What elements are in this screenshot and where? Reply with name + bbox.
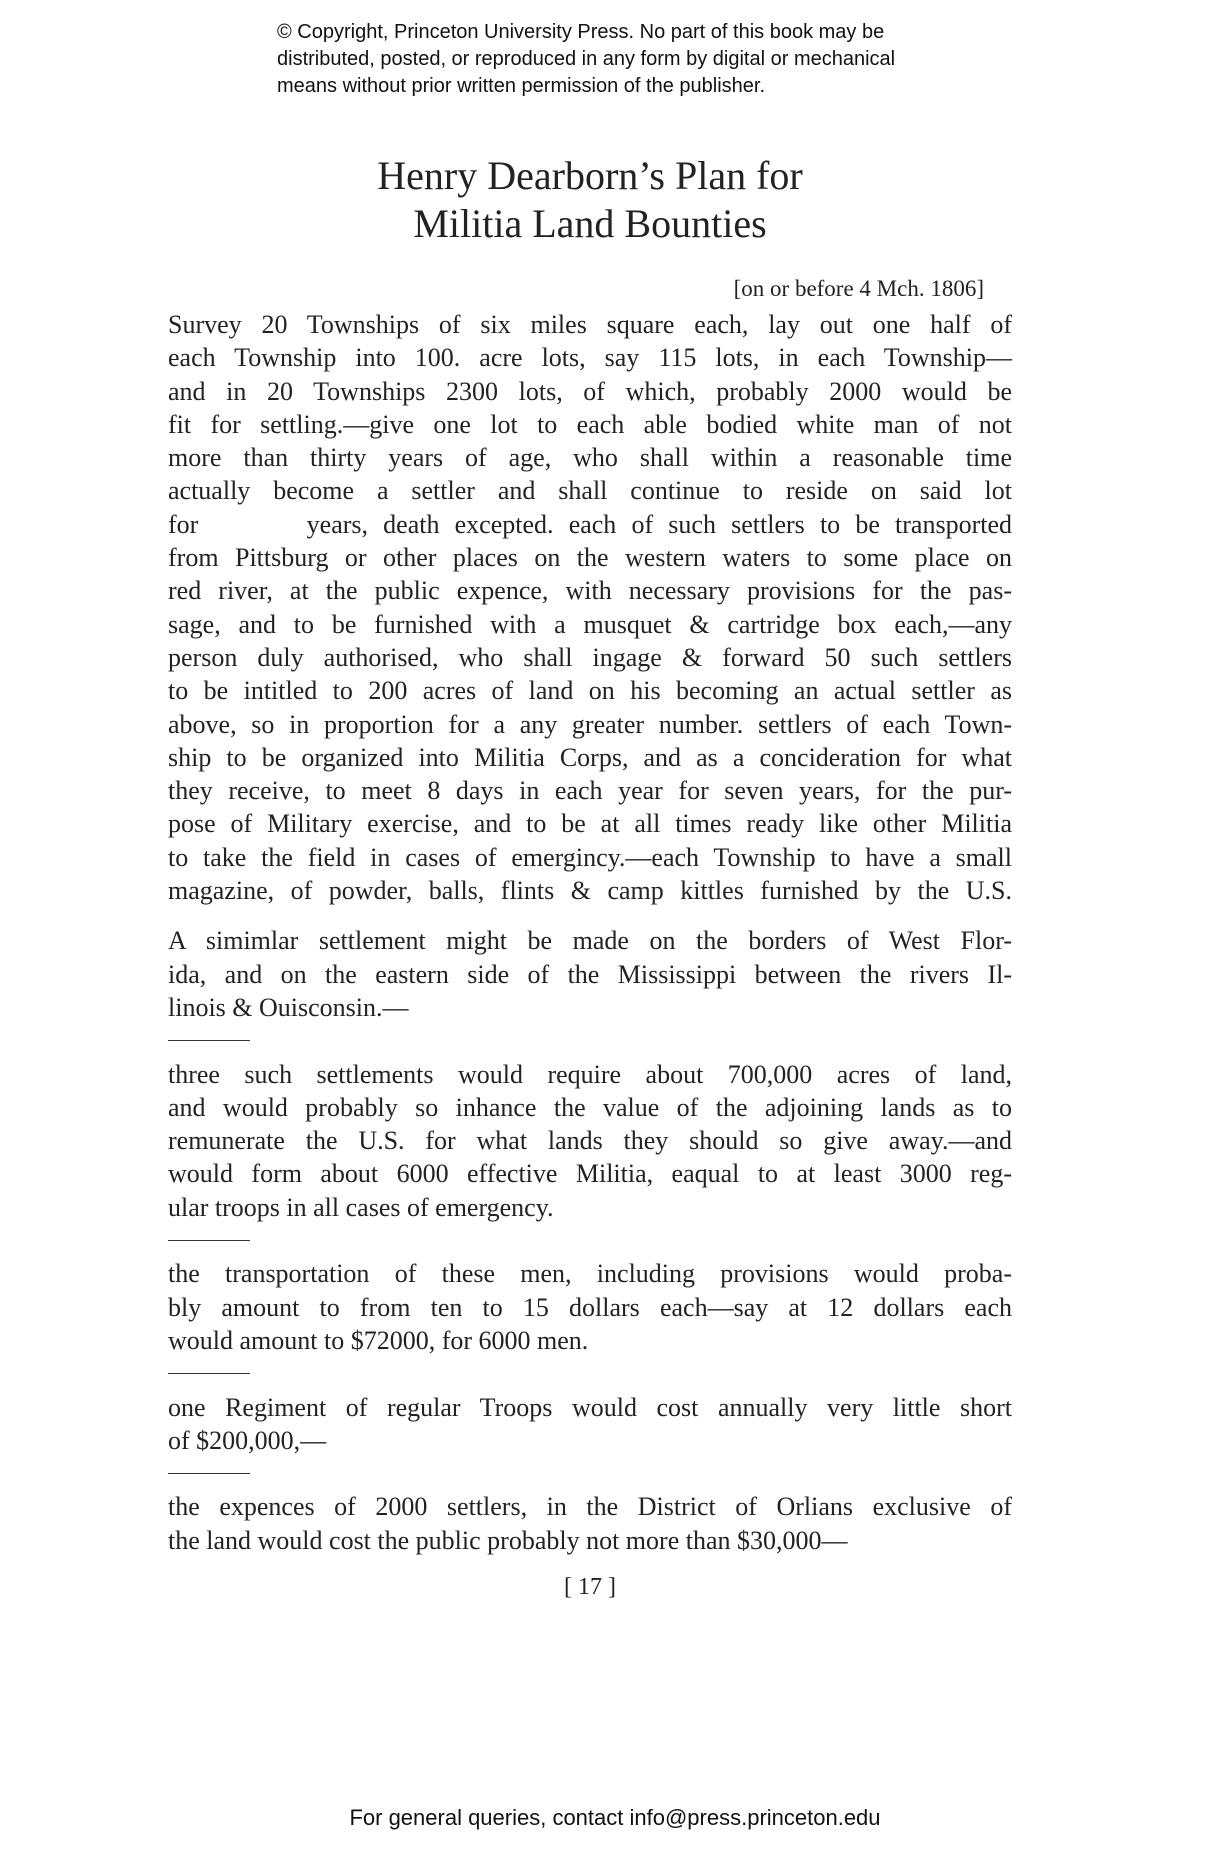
paragraph	[168, 1058, 1012, 1224]
paragraph	[168, 1257, 1012, 1357]
text-line: for years, death excepted. each of such settlers to be transported	[168, 509, 1012, 539]
text-line: the transportation of these men, including provisions would proba-	[168, 1259, 1012, 1289]
text-line: ida, and on the eastern side of the Mississippi between the rivers Il-	[168, 959, 1012, 989]
text-line: they receive, to meet 8 days in each year for seven years, for the pur-	[168, 776, 1012, 806]
text-line: magazine, of powder, balls, flints & camp kittles furnished by the U.S.	[168, 876, 1012, 906]
page-number: [ 17 ]	[564, 1574, 616, 1600]
text-line: red river, at the public expence, with necessary provisions for the pas-	[168, 576, 1012, 606]
text-line: A simimlar settlement might be made on the borders of West Flor-	[168, 926, 1012, 956]
title-line: Militia Land Bounties	[413, 201, 767, 246]
text-line: and in 20 Townships 2300 lots, of which, probably 2000 would be	[168, 376, 1012, 406]
footer-contact: For general queries, contact info@press.princeton.edu	[349, 1805, 881, 1830]
section-divider	[168, 1457, 1012, 1490]
text-line: fit for settling.—give one lot to each able bodied white man of not	[168, 409, 1012, 439]
text-line: one Regiment of regular Troops would cost annually very little short	[168, 1392, 1012, 1422]
text-line: and would probably so inhance the value of the adjoining lands as to	[168, 1092, 1012, 1122]
copyright-line: means without prior written permission of the publisher.	[277, 75, 766, 97]
text-line: linois & Ouisconsin.—	[168, 992, 409, 1022]
text-line: pose of Military exercise, and to be at all times ready like other Militia	[168, 809, 1012, 839]
document-date: [on or before 4 Mch. 1806]	[733, 276, 984, 301]
text-line: remunerate the U.S. for what lands they should so give away.—and	[168, 1126, 1012, 1156]
copyright-notice	[277, 19, 895, 100]
text-line: the land would cost the public probably not more than $30,000—	[168, 1525, 848, 1555]
paragraph	[168, 308, 1012, 907]
paragraph	[168, 1490, 1012, 1557]
text-line: would amount to $72000, for 6000 men.	[168, 1325, 589, 1355]
text-line: each Township into 100. acre lots, say 115 lots, in each Township—	[168, 343, 1012, 373]
text-line: would form about 6000 effective Militia, eaqual to at least 3000 reg-	[168, 1159, 1012, 1189]
section-divider	[168, 1024, 1012, 1057]
text-line: Survey 20 Townships of six miles square each, lay out one half of	[168, 310, 1012, 339]
text-line: to be intitled to 200 acres of land on his becoming an actual settler as	[168, 676, 1012, 706]
text-line: more than thirty years of age, who shall within a reasonable time	[168, 443, 1012, 473]
text-line: ship to be organized into Militia Corps, and as a concideration for what	[168, 742, 1012, 772]
document-title	[0, 152, 1180, 248]
text-line: person duly authorised, who shall ingage & forward 50 such settlers	[168, 642, 1012, 672]
text-line: bly amount to from ten to 15 dollars each—say at 12 dollars each	[168, 1292, 1012, 1322]
text-line: three such settlements would require about 700,000 acres of land,	[168, 1059, 1012, 1089]
text-line: ular troops in all cases of emergency.	[168, 1192, 554, 1222]
text-line: above, so in proportion for a any greater number. settlers of each Town-	[168, 709, 1012, 739]
section-divider	[168, 1224, 1012, 1257]
text-line: the expences of 2000 settlers, in the District of Orlians exclusive of	[168, 1492, 1012, 1522]
text-line: actually become a settler and shall continue to reside on said lot	[168, 476, 1012, 506]
document-body	[168, 308, 1012, 1557]
text-line: sage, and to be furnished with a musquet & cartridge box each,—any	[168, 609, 1012, 639]
copyright-line: © Copyright, Princeton University Press. No part of this book may be	[277, 21, 885, 43]
section-divider	[168, 1357, 1012, 1390]
text-line: to take the field in cases of emergincy.—each Township to have a small	[168, 842, 1012, 872]
title-line: Henry Dearborn’s Plan for	[377, 153, 803, 198]
paragraph	[168, 1391, 1012, 1458]
paragraph	[168, 924, 1012, 1024]
text-line: of $200,000,—	[168, 1425, 327, 1455]
copyright-line: distributed, posted, or reproduced in any form by digital or mechanical	[277, 48, 896, 70]
text-line: from Pittsburg or other places on the western waters to some place on	[168, 543, 1012, 573]
